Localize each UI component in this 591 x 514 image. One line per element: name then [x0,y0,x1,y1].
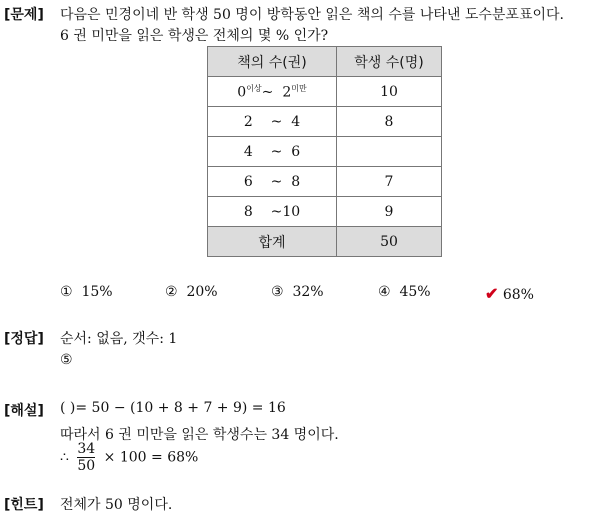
table-row [208,167,442,197]
table-row [208,137,442,167]
choice-1[interactable] [60,284,113,300]
table-row [208,77,442,107]
range-from: 0 [237,84,247,101]
table-row [208,197,442,227]
choice-1-mark: ① [60,284,73,300]
range-to: 10 [282,203,301,220]
count-cell: 7 [337,167,442,197]
explanation-line2: 따라서 6 권 미만을 읽은 학생수는 34 명이다. [60,427,339,443]
range-sep: ~ [261,84,274,101]
problem-text-line1: 다음은 민경이네 반 학생 50 명이 방학동안 읽은 책의 수를 나타낸 도수분포표이다. [60,7,564,23]
total-label: 합계 [258,234,286,251]
count-cell: 10 [337,77,442,107]
explanation-line3-tail: × 100 = 68% [103,449,199,466]
hint-text: 전체가 50 명이다. [60,497,173,513]
range-from: 8 [243,203,253,220]
problem-label: [문제] [4,7,44,23]
table-header-row [208,47,442,77]
range-cell [208,107,337,137]
range-cell [208,77,337,107]
choice-4-value: 45% [399,284,431,300]
explanation-line1: ( )= 50 − (10 + 8 + 7 + 9) = 16 [60,400,286,416]
range-sep: ~ [270,173,283,190]
choice-3-value: 32% [292,284,324,300]
range-cell [208,197,337,227]
therefore-symbol: ∴ [60,449,69,466]
choice-2-value: 20% [186,284,218,300]
range-to: 2 [282,84,292,101]
table-header-students: 학생 수(명) [337,47,442,77]
choice-2-mark: ② [165,284,178,300]
choice-3[interactable] [271,284,324,300]
range-sep: ~ [270,113,283,130]
choice-5-value: 68% [502,287,534,303]
choice-4-mark: ④ [378,284,391,300]
choice-5[interactable] [485,284,534,303]
range-to-sup: 미만 [291,83,307,93]
choice-3-mark: ③ [271,284,284,300]
range-from: 4 [243,143,253,160]
range-sep: ~ [270,203,283,220]
answer-line2: ⑤ [60,352,73,368]
explanation-line3 [60,441,198,474]
range-to: 6 [291,143,301,160]
range-cell [208,137,337,167]
hint-label: [힌트] [4,497,44,513]
fraction [77,441,95,474]
range-from: 2 [243,113,253,130]
frequency-table [207,46,442,257]
answer-label: [정답] [4,331,44,347]
range-to: 4 [291,113,301,130]
table-header-books: 책의 수(권) [208,47,337,77]
table-total-row [208,227,442,257]
count-cell: 8 [337,107,442,137]
fraction-numerator: 34 [77,441,96,457]
choice-2[interactable] [165,284,218,300]
answer-line1: 순서: 없음, 갯수: 1 [60,331,178,347]
table-row [208,107,442,137]
range-sep: ~ [270,143,283,160]
explanation-label: [해설] [4,403,44,419]
problem-text-line2: 6 권 미만을 읽은 학생은 전체의 몇 % 인가? [60,28,329,44]
total-value-cell: 50 [337,227,442,257]
total-label-cell [208,227,337,257]
choice-4[interactable] [378,284,431,300]
count-cell [337,137,442,167]
range-from-sup: 이상 [246,83,262,93]
range-from: 6 [243,173,253,190]
range-to: 8 [291,173,301,190]
choice-1-value: 15% [81,284,113,300]
count-cell: 9 [337,197,442,227]
range-cell [208,167,337,197]
fraction-denominator: 50 [77,458,96,474]
checkmark-icon: ✔ [485,284,499,303]
